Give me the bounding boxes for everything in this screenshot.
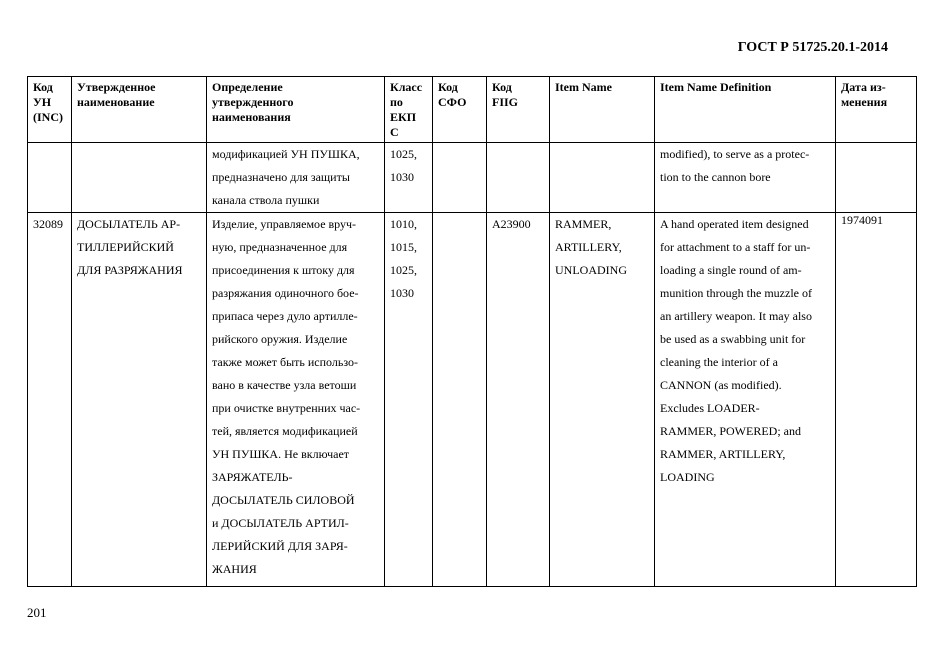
col-header-definition-ru: Определение утвержденного наименования: [207, 77, 385, 143]
col-header-date: Дата из- менения: [836, 77, 917, 143]
cell-fiig: [487, 143, 550, 213]
cell-date: 1974091: [836, 213, 917, 587]
cell-class: 1010, 1015, 1025, 1030: [385, 213, 433, 587]
cell-class: 1025, 1030: [385, 143, 433, 213]
cell-definition-ru: модификацией УН ПУШКА, предназначено для защиты канала ствола пушки: [207, 143, 385, 213]
col-header-item-definition: Item Name Definition: [655, 77, 836, 143]
catalog-table: [27, 76, 917, 587]
table-row: [28, 143, 917, 213]
col-header-inc: Код УН (INC): [28, 77, 72, 143]
table-row: [28, 213, 917, 587]
cell-date: [836, 143, 917, 213]
cell-name-ru: [72, 143, 207, 213]
col-header-class: Класс по ЕКП С: [385, 77, 433, 143]
cell-sfo: [433, 143, 487, 213]
cell-fiig: A23900: [487, 213, 550, 587]
col-header-fiig: Код FIIG: [487, 77, 550, 143]
cell-item-name: RAMMER, ARTILLERY, UNLOADING: [550, 213, 655, 587]
cell-definition-ru: Изделие, управляемое вруч- ную, предназначенное для присоединения к штоку для разряжания одиночного бое- припаса через дуло артилле- рийского оружия. Изделие также может быть использо- вано в качестве узла ветоши при очистке внутренних час- тей, является модификацией УН ПУШКА. Не включает ЗАРЯЖАТЕЛЬ- ДОСЫЛАТЕЛЬ СИЛОВОЙ и ДОСЫЛАТЕЛЬ АРТИЛ- ЛЕРИЙСКИЙ ДЛЯ ЗАРЯ- ЖАНИЯ: [207, 213, 385, 587]
page-number: 201: [27, 605, 47, 620]
cell-sfo: [433, 213, 487, 587]
col-header-sfo: Код СФО: [433, 77, 487, 143]
cell-name-ru: ДОСЫЛАТЕЛЬ АР- ТИЛЛЕРИЙСКИЙ ДЛЯ РАЗРЯЖАНИЯ: [72, 213, 207, 587]
cell-item-definition: modified), to serve as a protec- tion to the cannon bore: [655, 143, 836, 213]
col-header-name-ru: Утвержденное наименование: [72, 77, 207, 143]
cell-item-name: [550, 143, 655, 213]
document-code: ГОСТ Р 51725.20.1-2014: [737, 40, 888, 55]
cell-inc: 32089: [28, 213, 72, 587]
col-header-item-name: Item Name: [550, 77, 655, 143]
table-header-row: [28, 77, 917, 143]
cell-item-definition: A hand operated item designed for attachment to a staff for un- loading a single round of am- munition through the muzzle of an artillery weapon. It may also be used as a swabbing unit for cleaning the interior of a CANNON (as modified). Excludes LOADER- RAMMER, POWERED; and RAMMER, ARTILLERY, LOADING: [655, 213, 836, 587]
cell-inc: [28, 143, 72, 213]
